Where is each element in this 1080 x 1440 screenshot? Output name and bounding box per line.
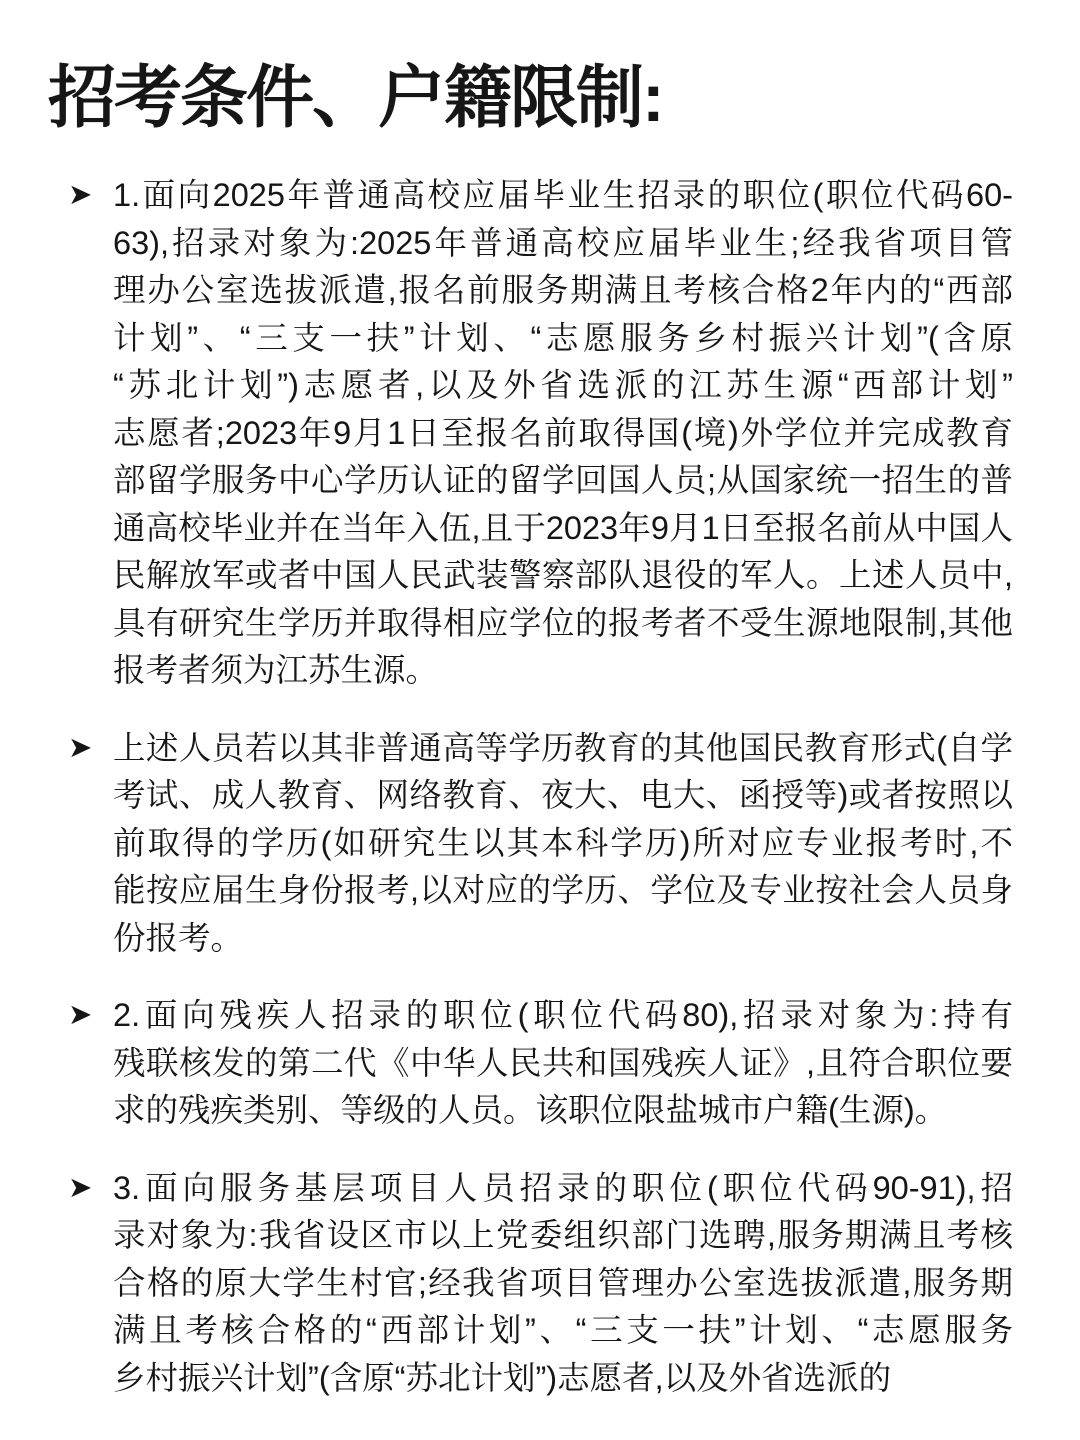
text-line: 考试、成人教育、网络教育、夜大、电大、函授等)或者按照以 (113, 777, 1013, 813)
text-line: 乡村振兴计划”(含原“苏北计划”)志愿者,以及外省选派的 (113, 1359, 892, 1396)
text-line: 计划”、“三支一扶”计划、“志愿服务乡村振兴计划”(含原 (113, 319, 1013, 356)
arrow-bullet-icon: ➤ (68, 179, 93, 211)
text-line: 合格的原大学生村官;经我省项目管理办公室选拔派遣,服务期 (113, 1264, 1013, 1301)
bullet-text (113, 992, 1013, 1135)
bullet-item (68, 1165, 1048, 1403)
arrow-bullet-icon: ➤ (68, 1171, 93, 1204)
text-line: 民解放军或者中国人民武装警察部队退役的军人。上述人员中, (113, 557, 1013, 593)
bullet-item (68, 725, 1048, 963)
bullet-item (68, 172, 1048, 695)
text-line: 2.面向残疾人招录的职位(职位代码80),招录对象为:持有 (113, 997, 1013, 1033)
text-line: 报考者须为江苏生源。 (113, 652, 439, 688)
text-line: 能按应届生身份报考,以对应的学历、学位及专业按社会人员身 (113, 872, 1013, 908)
text-line: 通高校毕业并在当年入伍,且于2023年9月1日至报名前从中国人 (113, 509, 1013, 546)
bullet-text (113, 725, 1013, 963)
arrow-bullet-icon: ➤ (68, 999, 93, 1031)
text-line: 求的残疾类别、等级的人员。该职位限盐城市户籍(生源)。 (113, 1092, 948, 1128)
text-line: “苏北计划”)志愿者,以及外省选派的江苏生源“西部计划” (113, 367, 1013, 403)
text-line: 1.面向2025年普通高校应届毕业生招录的职位(职位代码60- (113, 177, 1013, 213)
bullet-text (113, 1165, 1013, 1403)
page-title: 招考条件、户籍限制: (48, 60, 663, 136)
bullet-text (113, 172, 1013, 695)
text-line: 前取得的学历(如研究生以其本科学历)所对应专业报考时,不 (113, 824, 1013, 861)
text-line: 63),招录对象为:2025年普通高校应届毕业生;经我省项目管 (113, 224, 1013, 261)
text-line: 上述人员若以其非普通高等学历教育的其他国民教育形式(自学 (113, 729, 1013, 766)
text-line: 理办公室选拔派遣,报名前服务期满且考核合格2年内的“西部 (113, 272, 1013, 308)
text-line: 残联核发的第二代《中华人民共和国残疾人证》,且符合职位要 (113, 1044, 1013, 1081)
bullet-list (68, 172, 1048, 1402)
arrow-bullet-icon: ➤ (68, 731, 93, 764)
text-line: 份报考。 (113, 919, 244, 956)
bullet-item (68, 992, 1048, 1135)
text-line: 部留学服务中心学历认证的留学回国人员;从国家统一招生的普 (113, 462, 1013, 498)
text-line: 具有研究生学历并取得相应学位的报考者不受生源地限制,其他 (113, 604, 1013, 641)
text-line: 志愿者;2023年9月1日至报名前取得国(境)外学位并完成教育 (113, 414, 1013, 451)
text-line: 满且考核合格的“西部计划”、“三支一扶”计划、“志愿服务 (113, 1312, 1013, 1348)
text-line: 3.面向服务基层项目人员招录的职位(职位代码90-91),招 (113, 1169, 1013, 1206)
text-line: 录对象为:我省设区市以上党委组织部门选聘,服务期满且考核 (113, 1217, 1013, 1253)
